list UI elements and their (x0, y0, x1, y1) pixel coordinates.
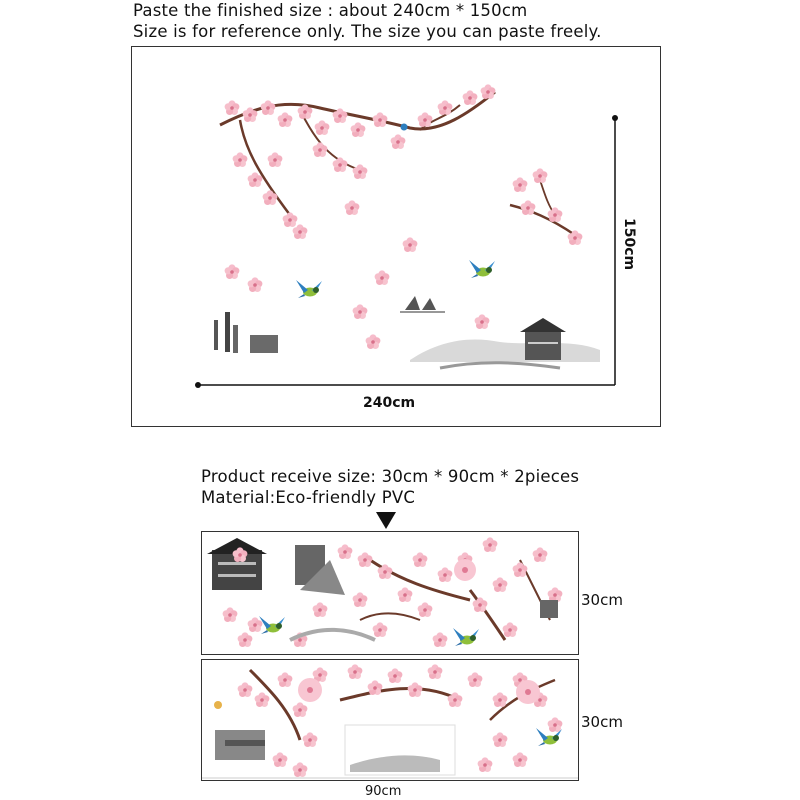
height-dimension-line (612, 115, 618, 385)
height-label-150cm: 150cm (621, 218, 637, 271)
material-text: Material:Eco-friendly PVC (201, 488, 416, 507)
sheet1-height-label: 30cm (581, 591, 623, 609)
sticker-sheet-1 (201, 531, 579, 655)
product-receive-size-text: Product receive size: 30cm * 90cm * 2pieces (201, 467, 580, 486)
width-label-240cm: 240cm (363, 395, 416, 411)
sheet-width-label-90cm: 90cm (365, 784, 402, 799)
size-reference-note: Size is for reference only. The size you can paste freely. (133, 22, 602, 41)
width-dimension-line (195, 382, 615, 388)
finished-size-text: Paste the finished size : about 240cm * 150cm (133, 1, 528, 20)
sticker-sheet-2 (201, 659, 579, 781)
sheet2-height-label: 30cm (581, 713, 623, 731)
down-arrow-icon (376, 512, 396, 529)
top-ink-landscape (214, 296, 600, 368)
